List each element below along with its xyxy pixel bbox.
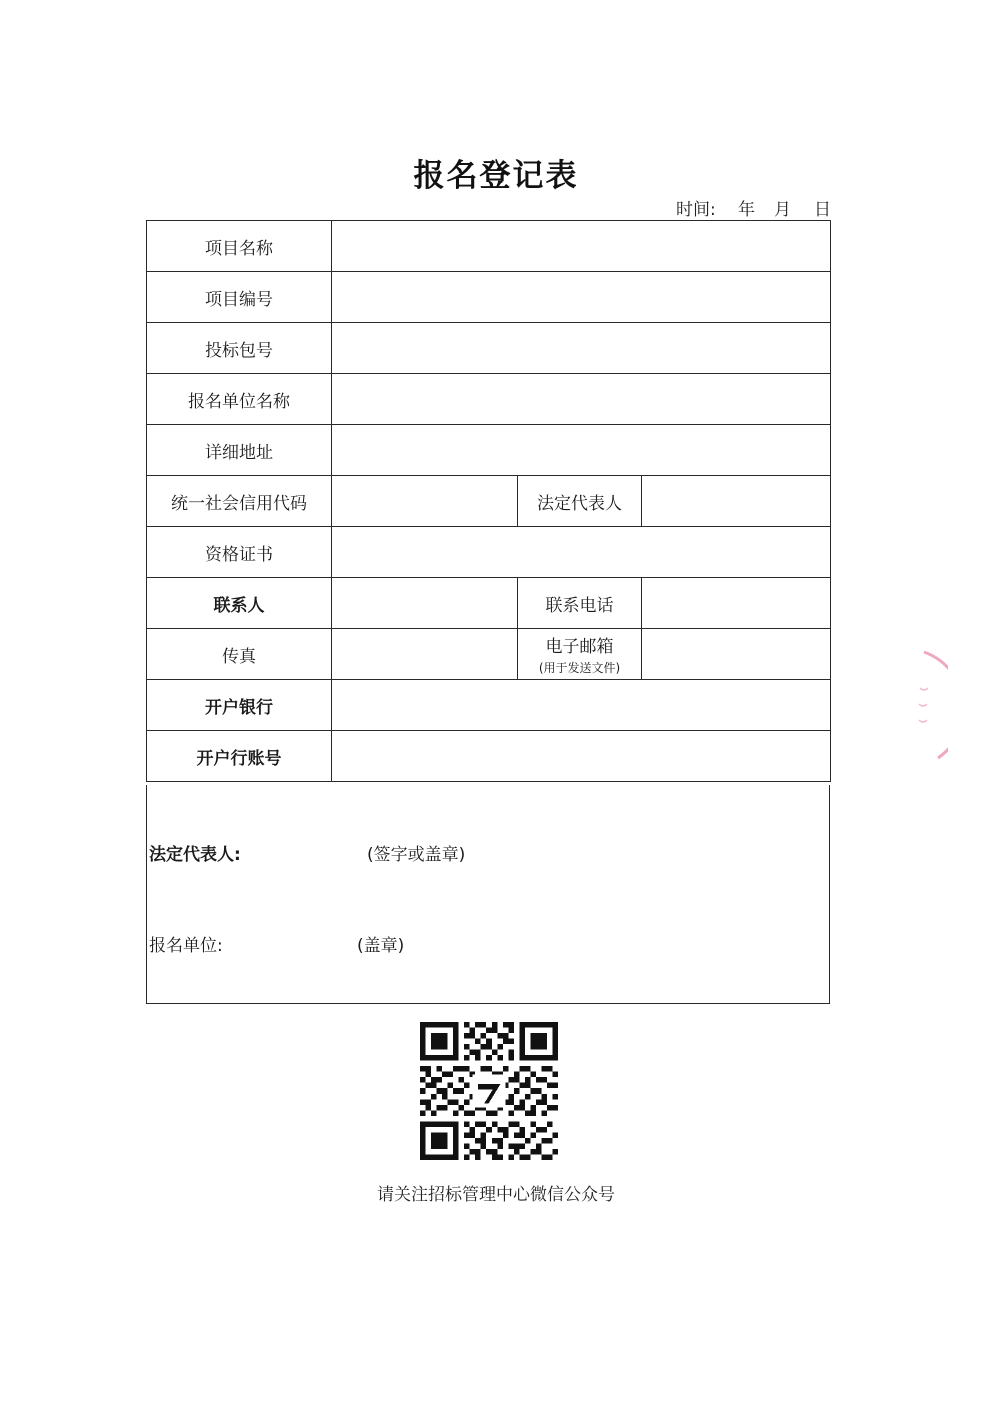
seal-stamp-fragment [914,648,948,766]
month-label: 月 [774,200,791,220]
unit-sign-hint: (盖章) [357,936,405,956]
project-name-label: 项目名称 [147,221,332,272]
project-name-field[interactable] [332,221,831,272]
legal-rep-sign-hint: (签字或盖章) [367,845,466,865]
email-label-cell [518,629,642,680]
email-label: 电子邮箱 [545,637,614,657]
bid-package-label: 投标包号 [147,323,332,374]
contact-label: 联系人 [147,578,332,629]
row-bank [147,680,831,731]
contact-field[interactable] [332,578,518,629]
credit-code-field[interactable] [332,476,518,527]
row-account [147,731,831,782]
account-label: 开户行账号 [147,731,332,782]
legal-rep-label: 法定代表人 [518,476,642,527]
applicant-name-label: 报名单位名称 [147,374,332,425]
year-label: 年 [738,200,755,220]
address-label: 详细地址 [147,425,332,476]
bank-field[interactable] [332,680,831,731]
project-number-label: 项目编号 [147,272,332,323]
legal-rep-field[interactable] [642,476,831,527]
bid-package-field[interactable] [332,323,831,374]
legal-rep-sign-line [149,840,466,865]
address-field[interactable] [332,425,831,476]
fax-field[interactable] [332,629,518,680]
unit-sign-label: 报名单位: [149,936,223,956]
registration-table [146,220,831,782]
signature-box [146,785,830,1004]
row-contact [147,578,831,629]
fax-label: 传真 [147,629,332,680]
date-line [676,195,831,220]
row-bid-package [147,323,831,374]
row-qualification [147,527,831,578]
qr-code [420,1022,558,1160]
row-project-number [147,272,831,323]
project-number-field[interactable] [332,272,831,323]
applicant-name-field[interactable] [332,374,831,425]
bank-label: 开户银行 [147,680,332,731]
date-label: 时间: [676,200,716,220]
row-fax [147,629,831,680]
row-project-name [147,221,831,272]
row-address [147,425,831,476]
qualification-field[interactable] [332,527,831,578]
day-label: 日 [814,200,831,220]
row-credit-code [147,476,831,527]
phone-field[interactable] [642,578,831,629]
email-note: (用于发送文件) [538,661,621,675]
qr-caption: 请关注招标管理中心微信公众号 [377,1185,615,1205]
credit-code-label: 统一社会信用代码 [147,476,332,527]
row-applicant-name [147,374,831,425]
page-title: 报名登记表 [413,158,579,194]
qualification-label: 资格证书 [147,527,332,578]
account-field[interactable] [332,731,831,782]
legal-rep-sign-label: 法定代表人: [149,845,241,865]
unit-sign-line [149,931,405,956]
email-field[interactable] [642,629,831,680]
phone-label: 联系电话 [518,578,642,629]
